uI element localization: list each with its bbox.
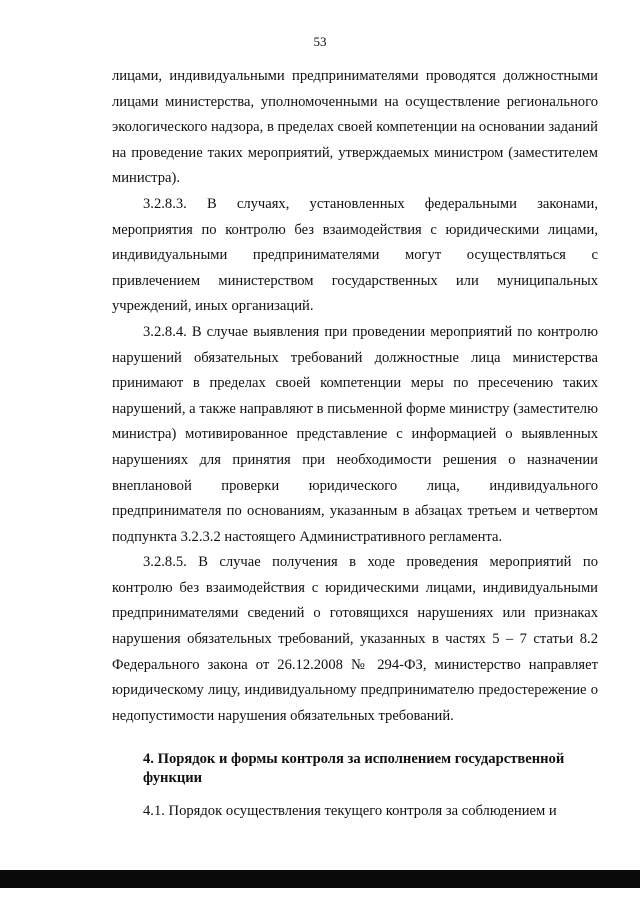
scan-edge-bar [0, 870, 640, 888]
paragraph-continuation: лицами, индивидуальными предпринимателями проводятся должностными лицами министерства, уполномоченными на осуществление регионального экологического надзора, в пределах своей компетенции на основании заданий на проведение таких мероприятий, утверждаемых министром (заместителем министра). [112, 68, 598, 187]
section-heading: 4. Порядок и формы контроля за исполнением государственной функции [143, 751, 565, 787]
paragraph-4-1: 4.1. Порядок осуществления текущего контроля за соблюдением и [143, 803, 557, 820]
paragraph-3-2-8-5: 3.2.8.5. В случае получения в ходе проведения мероприятий по контролю без взаимодействия с юридическими лицами, индивидуальными предпринимателями сведений о готовящихся нарушениях или признаках нарушения обязательных требований, указанных в частях 5 – 7 статьи 8.2 Федерального закона от 26.12.2008 № 294-ФЗ, министерство направляет юридическому лицу, индивидуальному предпринимателю предостережение о недопустимости нарушения обязательных требований. [112, 554, 598, 724]
document-body [112, 64, 598, 825]
paragraph-3-2-8-3: 3.2.8.3. В случаях, установленных федеральными законами, мероприятия по контролю без взаимодействия с юридическими лицами, индивидуальными предпринимателями могут осуществляться с привлечением министерством государственных или муниципальных учреждений, иных организаций. [112, 195, 598, 315]
page-number: 53 [313, 34, 327, 49]
paragraph-3-2-8-4: 3.2.8.4. В случае выявления при проведении мероприятий по контролю нарушений обязательных требований должностные лица министерства принимают в пределах своей компетенции меры по пресечению таких нарушений, а также направляют в письменной форме министру (заместителю министра) мотивированное представление с информацией о выявленных нарушениях для принятия при необходимости решения о назначении внеплановой проверки юридического лица, индивидуального предпринимателя по основаниям, указанным в абзацах третьем и четвертом подпункта 3.2.3.2 настоящего Административного регламента. [112, 323, 598, 545]
